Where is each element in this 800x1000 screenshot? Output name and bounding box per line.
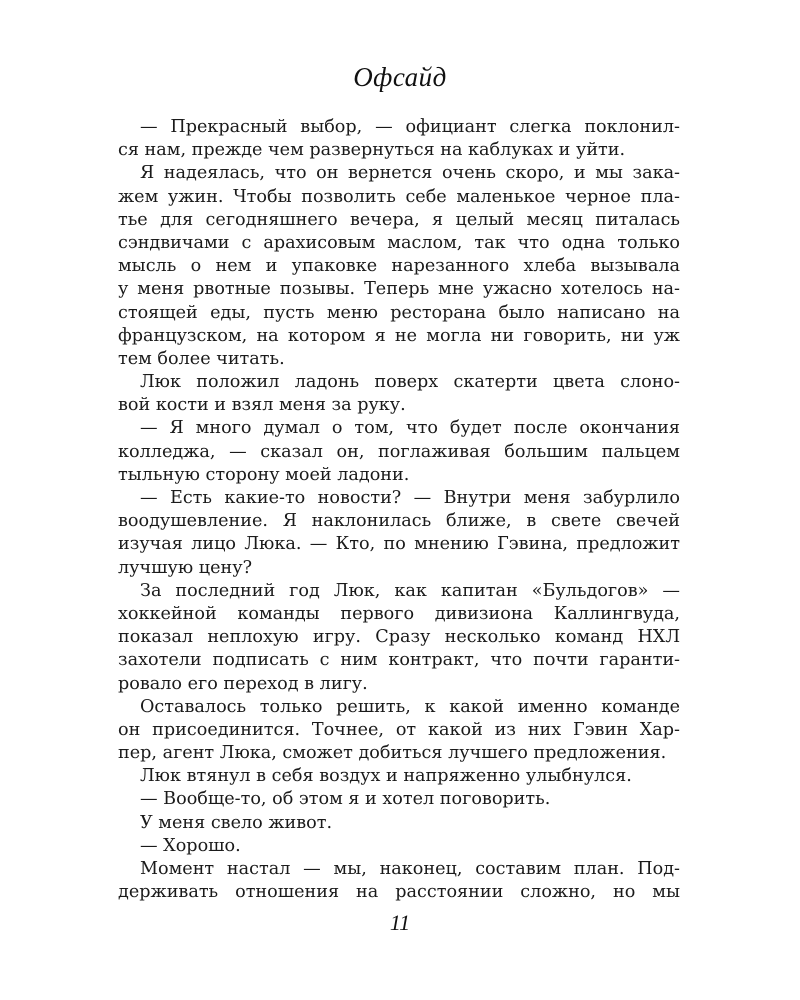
text-line: Момент настал — мы, наконец, составим план. Под- xyxy=(140,859,680,879)
text-line: жем ужин. Чтобы позволить себе маленькое черное пла- xyxy=(118,186,680,207)
text-line: сэндвичами с арахисовым маслом, так что одна только xyxy=(118,232,680,253)
text-line: колледжа, — сказал он, поглаживая большим пальцем xyxy=(118,441,680,462)
text-line: За последний год Люк, как капитан «Бульдогов» — xyxy=(140,580,680,601)
running-head: Офсайд xyxy=(353,62,447,92)
body-text xyxy=(118,116,680,904)
text-line: воодушевление. Я наклонилась ближе, в свете свечей xyxy=(118,511,680,532)
text-line: Люк положил ладонь поверх скатерти цвета слоно- xyxy=(140,372,680,393)
text-line: показал неплохую игру. Сразу несколько команд НХЛ xyxy=(118,627,680,648)
text-line: тье для сегодняшнего вечера, я целый месяц питалась xyxy=(118,209,680,230)
text-line: ся нам, прежде чем развернуться на каблуках и уйти. xyxy=(118,140,626,161)
text-line: он присоединится. Точнее, от какой из них Гэвин Хар- xyxy=(118,719,680,740)
text-line: мысль о нем и упаковке нарезанного хлеба вызывала xyxy=(118,256,680,277)
text-line: хоккейной команды первого дивизиона Каллингвуда, xyxy=(118,603,680,624)
text-line: — Я много думал о том, что будет после окончания xyxy=(140,418,680,439)
text-line: изучая лицо Люка. — Кто, по мнению Гэвина, предложит xyxy=(118,534,680,555)
text-line: захотели подписать с ним контракт, что почти гаранти- xyxy=(118,650,680,671)
text-line: вой кости и взял меня за руку. xyxy=(118,395,406,416)
text-line: У меня свело живот. xyxy=(140,812,333,833)
text-line: лучшую цену? xyxy=(118,557,253,578)
text-line: у меня рвотные позывы. Теперь мне ужасно хотелось на- xyxy=(118,279,680,300)
text-line: — Вообще-то, об этом я и хотел поговорить. xyxy=(140,789,551,810)
text-line: пер, агент Люка, сможет добиться лучшего предложения. xyxy=(118,743,667,764)
text-line: ровало его переход в лигу. xyxy=(118,673,368,694)
text-line: — Прекрасный выбор, — официант слегка поклонил- xyxy=(140,117,680,137)
text-line: — Хорошо. xyxy=(140,835,241,856)
text-line: Люк втянул в себя воздух и напряженно улыбнулся. xyxy=(140,766,632,787)
text-line: тем более читать. xyxy=(118,348,285,369)
text-line: тыльную сторону моей ладони. xyxy=(118,464,410,485)
text-line: держивать отношения на расстоянии сложно, но мы xyxy=(118,882,680,903)
text-line: стоящей еды, пусть меню ресторана было написано на xyxy=(118,302,680,323)
text-line: французском, на котором я не могла ни говорить, ни уж xyxy=(118,325,680,346)
text-line: — Есть какие-то новости? — Внутри меня забурлило xyxy=(140,488,680,508)
text-line: Я надеялась, что он вернется очень скоро, и мы зака- xyxy=(140,163,680,184)
page-number: 11 xyxy=(389,910,411,935)
text-line: Оставалось только решить, к какой именно команде xyxy=(140,696,680,717)
